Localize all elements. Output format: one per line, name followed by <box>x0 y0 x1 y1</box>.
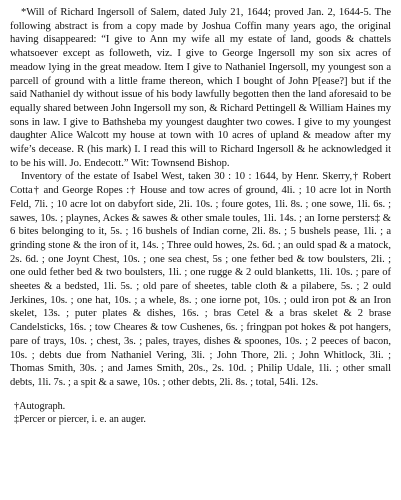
footnote-percer: ‡Percer or piercer, i. e. an auger. <box>14 413 146 425</box>
footnotes <box>10 400 391 426</box>
footnote-autograph: †Autograph. <box>14 400 66 412</box>
will-abstract-paragraph: *Will of Richard Ingersoll of Salem, dated July 21, 1644; proved Jan. 2, 1644-5. The following abstract is from a copy made by Joshua Coffin many years ago, the original having disappeared: “I give to Ann my wife all my estate of land, goods & chattels whatsoever except as followeth, viz. I give to George Ingersoll my son six acres of meadow lying in the great meadow. Item I give to Nathaniel Ingersoll, my youngest son a parcell of ground with a little frame thereon, which I bought of John P[ease?] but if the said Nathaniel dy without issue of his body lawfully begotten then the land aforesaid to be equally shared between John Ingersoll my son, & Richard Pettingell & William Haines my sons in law. I give to Bathsheba my youngest daughter two cowes. I give to my youngest daughter Alice Walcott my house at town with 10 acres of upland & meadow after my wife’s decease. R (his mark) I. I read this will to Richard Ingersoll & he acknowledged it to be his will. Jo. Endecott.” Wit: Townsend Bishop. <box>10 7 391 169</box>
inventory-paragraph: Inventory of the estate of Isabel West, taken 30 : 10 : 1644, by Henr. Skerry,† Robert Cotta† and George Ropes :† House and tow acres of ground, 4li. ; 10 acre lot in North Feld, 7li. ; 10 acre lot on dabyfort side, 2li. 10s. ; foure gotes, 1li. 8s. ; one sowe, 1li. 6s. ; sawes, 10s. ; playnes, Ackes & sawes & other smale toules, 1li. 14s. ; an Iorne persters‡ & 6 bites belonging to it, 5s. ; 16 bushels of Indian corne, 2li. 8s. ; 5 bushels pease, 1li. ; a grinding stone & the iron of it, 14s. ; Three ould howes, 2s. 6d. ; an ould spad & a matock, 2s. 6d. ; one Joynt Chest, 10s. ; one sea chest, 5s ; one fether bed & tow boulsters, 2li. ; one ould fether bed & two boulsters, 1li. ; one rugge & 2 ould blanketts, 1li. 10s. ; pare of sheetes & a bedsted, 1li. 5s. ; old pare of sheetes, table cloth & a pilabere, 5s. ; 2 ould Jerkines, 10s. ; one hat, 10s. ; a whele, 8s. ; one iorne pot, 10s. ; ould iron pot & an Iron skelet, 13s. ; puter plates & dishes, 16s. ; bras Cetel & a bras skelet & 2 brase Candelsticks, 16s. ; tow Cheares & tow Cushenes, 6s. ; fringpan pot hokes & pot hangers, pare of trays, 10s. ; chest, 3s. ; pales, trayes, dishes & spoones, 10s. ; 2 peeces of bacon, 10s. ; debts due from Nathaniel Vering, 3li. ; John Thore, 2li. ; John Whitlock, 3li. ; Thomas Smith, 30s. ; and James Smith, 20s., 2s. 10d. ; Philip Udale, 1li. ; other small debts, 1li. 7s. ; a spit & a sawe, 10s. ; other debts, 2li. 8s. ; total, 54li. 12s. <box>10 171 391 388</box>
